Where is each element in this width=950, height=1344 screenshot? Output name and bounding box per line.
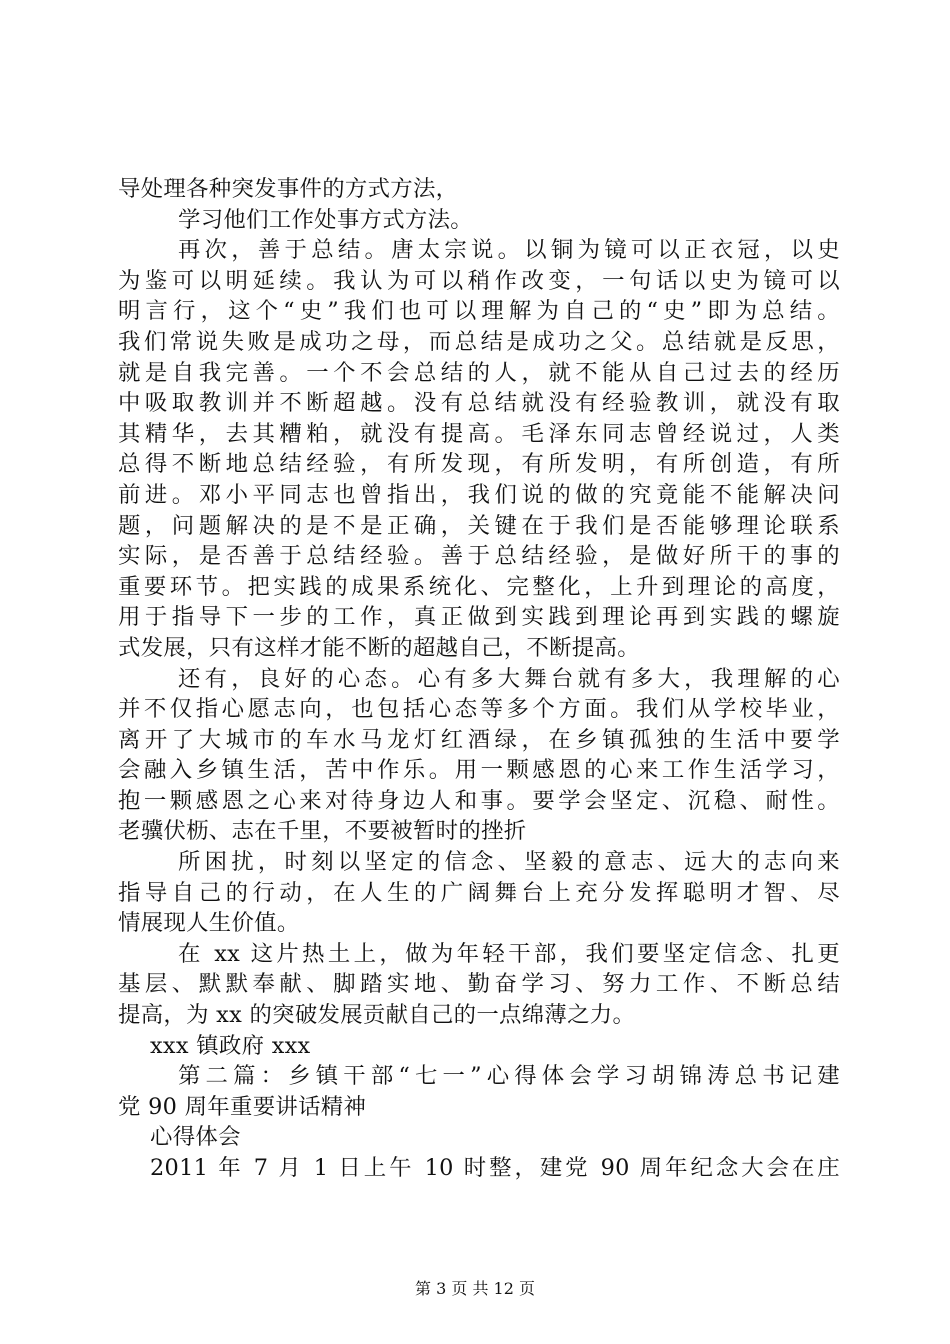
text-line: 前进。邓小平同志也曾指出，我们说的做的究竟能不能解决问 xyxy=(118,481,840,508)
text-line: 离开了大城市的车水马龙灯红酒绿，在乡镇孤独的生活中要学 xyxy=(118,726,840,753)
text-line: 2011 年 7 月 1 日上午 10 时整，建党 90 周年纪念大会在庄 xyxy=(150,1155,840,1181)
text-line: 还有，良好的心态。心有多大舞台就有多大，我理解的心 xyxy=(178,665,840,692)
text-line: 老骥伏枥、志在千里，不要被暂时的挫折 xyxy=(118,818,527,845)
text-line: 为鉴可以明延续。我认为可以稍作改变，一句话以史为镜可以 xyxy=(118,267,840,294)
text-line: 再次，善于总结。唐太宗说。以铜为镜可以正衣冠，以史 xyxy=(178,237,840,264)
text-line: 基层、默默奉献、脚踏实地、勤奋学习、努力工作、不断总结 xyxy=(118,971,840,998)
text-line: 第二篇：乡镇干部“七一”心得体会学习胡锦涛总书记建 xyxy=(178,1063,840,1090)
text-line: 会融入乡镇生活，苦中作乐。用一颗感恩的心来工作生活学习， xyxy=(118,757,840,784)
document-body xyxy=(118,174,840,1184)
text-line: 明言行，这个“史”我们也可以理解为自己的“史”即为总结。 xyxy=(118,298,840,325)
text-line: 学习他们工作处事方式方法。 xyxy=(178,206,473,233)
text-line: 并不仅指心愿志向，也包括心态等多个方面。我们从学校毕业， xyxy=(118,696,840,723)
text-line: xxx 镇政府 xxx xyxy=(150,1032,311,1059)
text-line: 提高，为 xx 的突破发展贡献自己的一点绵薄之力。 xyxy=(118,1002,636,1029)
text-line: 式发展，只有这样才能不断的超越自己，不断提高。 xyxy=(118,634,640,661)
text-line: 总得不断地总结经验，有所发现，有所发明，有所创造，有所 xyxy=(118,451,840,478)
text-line: 抱一颗感恩之心来对待身边人和事。要学会坚定、沉稳、耐性。 xyxy=(118,787,840,814)
text-line: 指导自己的行动，在人生的广阔舞台上充分发挥聪明才智、尽 xyxy=(118,879,840,906)
text-line: 我们常说失败是成功之母，而总结是成功之父。总结就是反思， xyxy=(118,328,840,355)
text-line: 就是自我完善。一个不会总结的人，就不能从自己过去的经历 xyxy=(118,359,840,386)
text-line: 导处理各种突发事件的方式方法， xyxy=(118,176,459,202)
text-line: 党 90 周年重要讲话精神 xyxy=(118,1093,367,1120)
text-line: 用于指导下一步的工作，真正做到实践到理论再到实践的螺旋 xyxy=(118,604,840,631)
text-line: 实际，是否善于总结经验。善于总结经验，是做好所干的事的 xyxy=(118,543,840,570)
text-line: 题，问题解决的是不是正确，关键在于我们是否能够理论联系 xyxy=(118,512,840,539)
text-line: 情展现人生价值。 xyxy=(118,910,300,937)
text-line: 中吸取教训并不断超越。没有总结就没有经验教训，就没有取 xyxy=(118,390,840,417)
text-line: 所困扰，时刻以坚定的信念、坚毅的意志、远大的志向来 xyxy=(178,849,840,876)
text-line: 其精华，去其糟粕，就没有提高。毛泽东同志曾经说过，人类 xyxy=(118,420,840,447)
text-line: 重要环节。把实践的成果系统化、完整化，上升到理论的高度， xyxy=(118,573,840,600)
text-line: 心得体会 xyxy=(150,1124,241,1151)
page-footer: 第 3 页 共 12 页 xyxy=(415,1279,535,1298)
text-line: 在 xx 这片热土上，做为年轻干部，我们要坚定信念、扎更 xyxy=(178,940,840,967)
